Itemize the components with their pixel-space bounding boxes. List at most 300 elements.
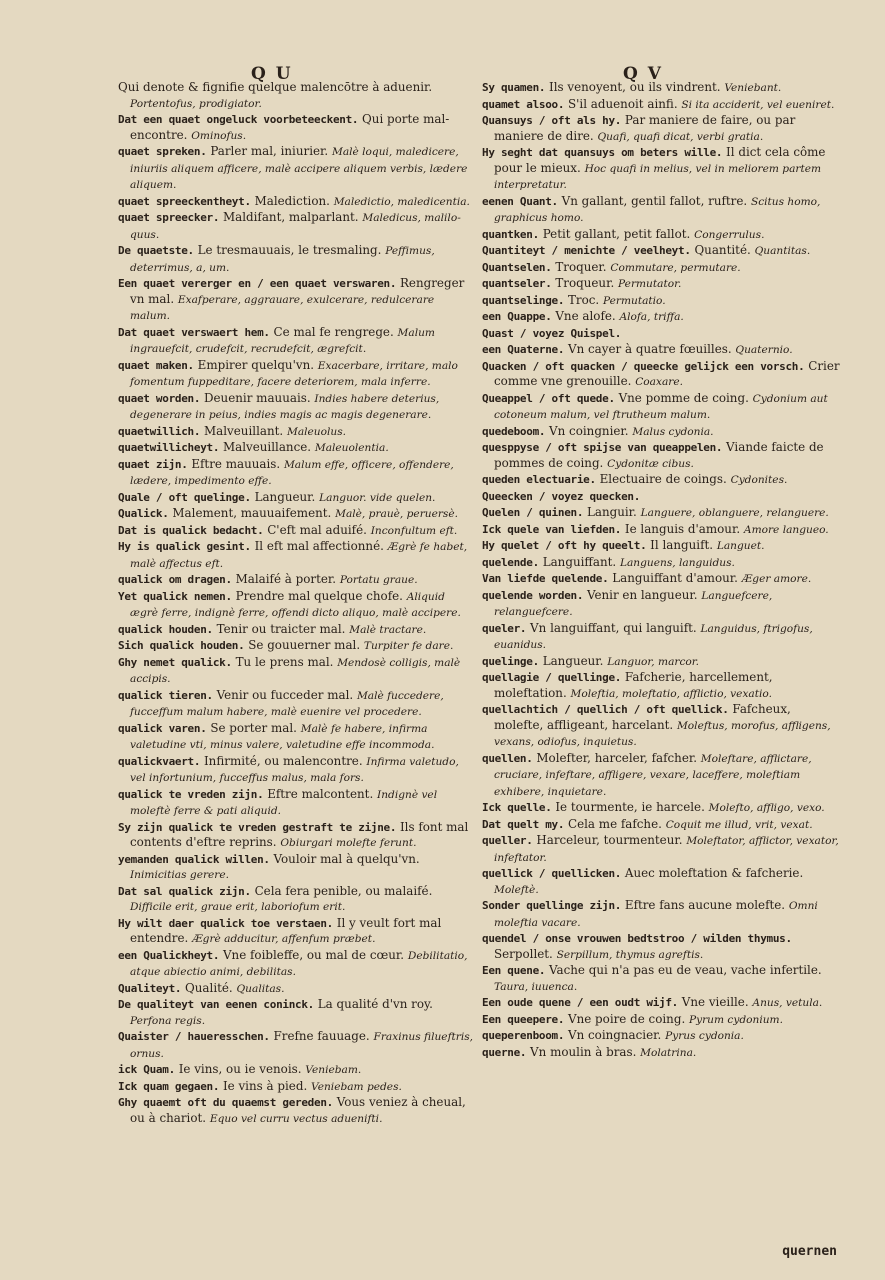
entry-headword: Ick quelle.	[482, 801, 552, 814]
entry-latin: Æger amore.	[741, 573, 812, 585]
entry-latin: Alofa, triffa.	[619, 311, 684, 323]
entry-french: Vous veniez à cheual, ou à chariot.	[130, 1095, 466, 1125]
entry-latin: Moleftia, moleftatio, afflictio, vexatio.	[570, 687, 772, 700]
entry-headword: qualick om dragen.	[118, 573, 232, 586]
entry-headword: quaetwillicheyt.	[118, 441, 220, 454]
dictionary-entry	[118, 622, 474, 639]
entry-headword: Dat quaet verswaert hem.	[118, 325, 270, 339]
entry-french: Vne foibleffe, ou mal de cœur.	[222, 947, 405, 962]
entry-latin: Moleftè.	[494, 883, 539, 896]
entry-latin: Equo vel curru vectus aduenifti.	[209, 1112, 383, 1125]
entry-latin: Serpillum, thymus agreftis.	[556, 948, 704, 961]
entry-headword: Quale / oft quelinge.	[118, 490, 251, 504]
entry-latin: Permutator.	[618, 278, 682, 290]
entry-headword: De quaetste.	[118, 244, 194, 257]
dictionary-entry	[482, 80, 842, 97]
entry-french: Vache qui n'a pas eu de veau, vache infertile.	[549, 963, 822, 977]
entry-headword: quelende.	[482, 555, 539, 569]
dictionary-entry	[118, 1079, 474, 1096]
entry-french: La qualité d'vn roy.	[317, 997, 433, 1011]
dictionary-entry	[482, 359, 842, 391]
entry-french: Ie languis d'amour.	[624, 521, 741, 536]
entry-headword: yemanden qualick willen.	[118, 852, 270, 866]
entry-headword: Een quene.	[482, 964, 546, 977]
entry-latin: Veniebam pedes.	[311, 1080, 402, 1093]
entry-headword: Quelen / quinen.	[482, 506, 584, 519]
entry-french: Vn coingnier.	[549, 423, 629, 438]
entry-latin: Coaxare.	[635, 376, 683, 388]
dictionary-entry	[482, 489, 842, 506]
entry-latin: Mendosè colligis, malè accipis.	[130, 656, 461, 685]
dictionary-entry	[118, 325, 474, 358]
entry-headword: Sich qualick houden.	[118, 639, 245, 652]
entry-french: Vn cayer à quatre fœuilles.	[567, 342, 732, 356]
entry-latin: Malè loqui, maledicere, iniuriis aliquem afficere, malè accipere aliquem verbis, lædere aliquem.	[130, 146, 468, 191]
entry-headword: quaetwillich.	[118, 424, 201, 438]
entry-headword: een Qualickheyt.	[118, 948, 220, 962]
dictionary-entry	[482, 243, 842, 260]
entry-french: Vne alofe.	[555, 309, 616, 323]
entry-latin: Malum ingrauefcit, crudefcit, recrudefcit, ægrefcit.	[130, 326, 435, 355]
entry-latin: Malè tractare.	[349, 623, 427, 636]
entry-french: Langueur.	[254, 489, 316, 504]
dictionary-entry	[482, 145, 842, 194]
entry-headword: een Quaterne.	[482, 343, 565, 356]
dictionary-entry	[118, 572, 474, 589]
entry-latin: Languet.	[716, 540, 765, 552]
catchword: quernen	[782, 1244, 837, 1259]
dictionary-entry	[118, 523, 474, 540]
dictionary-entry	[118, 852, 474, 884]
entry-french: Vne poire de coing.	[567, 1011, 686, 1026]
entry-latin: Scitus homo, graphicus homo.	[494, 195, 821, 224]
entry-headword: quendel / onse vrouwen bedtstroo / wilden thymus.	[482, 932, 792, 945]
entry-french: Vn moulin à bras.	[530, 1044, 637, 1059]
dictionary-entry	[482, 817, 842, 834]
entry-french: Frefne fauuage.	[273, 1029, 370, 1043]
entry-latin: Ægrè fe habet, malè affectus eft.	[130, 541, 468, 570]
entry-headword: Een quaet vererger en / een quaet verswaren.	[118, 277, 397, 290]
dictionary-entry	[482, 472, 842, 489]
dictionary-entry	[482, 227, 842, 244]
entry-latin: Indies habere deterius, degenerare in peius, indies magis ac magis degenerare.	[130, 392, 440, 421]
entry-headword: queperenboom.	[482, 1029, 565, 1042]
entry-french: Se porter mal.	[210, 720, 297, 735]
entry-latin: Veniebam.	[305, 1064, 362, 1076]
entry-french: C'eft mal aduifé.	[267, 522, 367, 537]
entry-latin: Aliquid ægrè ferre, indignè ferre, offendi dicto aliquo, malè accipere.	[130, 590, 461, 619]
entry-headword: Ick quam gegaen.	[118, 1079, 220, 1093]
entry-latin: Exacerbare, irritare, malo fomentum fuppeditare, facere deteriorem, mala inferre.	[130, 359, 458, 388]
entry-headword: Dat quelt my.	[482, 817, 565, 831]
entry-latin: Inconfultum eft.	[370, 524, 458, 537]
entry-headword: Dat is qualick bedacht.	[118, 523, 264, 537]
entry-french: Ie vins à pied.	[222, 1078, 308, 1093]
entry-headword: Qualiteyt.	[118, 981, 182, 995]
entry-headword: Sy zijn qualick te vreden gestraft te zijne.	[118, 820, 397, 834]
entry-latin: Quantitas.	[754, 245, 811, 257]
entry-headword: qualickvaert.	[118, 754, 201, 768]
entry-headword: Hy is qualick gesint.	[118, 540, 251, 553]
dictionary-entry	[482, 751, 842, 801]
entry-french: Eftre mauuais.	[191, 456, 281, 471]
entry-headword: Qualick.	[118, 507, 169, 520]
dictionary-entry	[482, 260, 842, 277]
entry-headword: Een oude quene / een oudt wijf.	[482, 996, 678, 1009]
entry-french: Empirer quelqu'vn.	[197, 357, 315, 372]
dictionary-entry	[118, 539, 474, 572]
entry-french: Troquer.	[555, 259, 607, 274]
entry-headword: Quaister / haueresschen.	[118, 1030, 270, 1043]
entry-headword: Queappel / oft quede.	[482, 391, 615, 405]
dictionary-entry	[118, 391, 474, 424]
entry-french: Eftre fans aucune molefte.	[624, 898, 786, 912]
entry-latin: Coquit me illud, vrit, vexat.	[665, 818, 813, 831]
entry-headword: Sy quamen.	[482, 81, 546, 94]
entry-headword: quaet spreeckentheyt.	[118, 194, 251, 208]
entry-latin: Languor. vide quelen.	[319, 491, 436, 504]
entry-headword: Hy quelet / oft hy queelt.	[482, 539, 647, 552]
entry-french: Le tresmauuais, le tresmaling.	[197, 243, 382, 257]
dictionary-entry	[118, 1095, 474, 1127]
entry-latin: Fraxinus filueftris, ornus.	[130, 1031, 474, 1060]
entry-french: Malement, mauuaifement.	[172, 506, 332, 520]
entry-headword: ick Quam.	[118, 1063, 175, 1076]
entry-headword: De qualiteyt van eenen coninck.	[118, 998, 314, 1011]
entry-headword: Ick quele van liefden.	[482, 522, 622, 536]
entry-french: Rengreger vn mal.	[130, 276, 465, 306]
entry-headword: Hy wilt daer qualick toe verstaen.	[118, 916, 333, 930]
entry-latin: Congerrulus.	[694, 228, 765, 241]
entry-headword: qualick houden.	[118, 622, 213, 636]
entry-headword: queller.	[482, 834, 533, 847]
entry-latin: Malus cydonia.	[632, 425, 714, 438]
entry-french: Quantité.	[694, 243, 751, 257]
dictionary-entry	[482, 538, 842, 555]
dictionary-entry	[118, 916, 474, 948]
entry-latin: Molefto, affligo, vexo.	[708, 802, 825, 814]
entry-french: Molefter, harceler, fafcher.	[536, 750, 698, 765]
right-column	[482, 80, 842, 1061]
entry-french: Fafcherie, harcellement, moleftation.	[494, 670, 773, 700]
entry-headword: quamet alsoo.	[482, 97, 565, 111]
dictionary-entry	[118, 884, 474, 916]
entry-latin: Anus, vetula.	[752, 997, 823, 1009]
entry-headword: quaet spreken.	[118, 145, 207, 158]
entry-french: Malveuillance.	[222, 440, 312, 454]
entry-latin: Commutare, permutare.	[610, 261, 741, 274]
entry-headword: Van liefde quelende.	[482, 572, 609, 585]
dictionary-entry	[118, 787, 474, 820]
entry-french: Ie vins, ou ie venois.	[178, 1062, 302, 1076]
entry-french: Crier comme vne grenouille.	[494, 358, 840, 388]
dictionary-entry	[118, 243, 474, 276]
dictionary-entry	[118, 1029, 474, 1062]
entry-headword: quellagie / quellinge.	[482, 671, 622, 684]
entry-headword: een Quappe.	[482, 310, 552, 323]
entry-french: Vn coingnacier.	[567, 1028, 662, 1042]
entry-french: Fafcheux, molefte, affligeant, harcelant.	[494, 702, 791, 732]
entry-headword: Queecken / voyez quecken.	[482, 489, 641, 503]
dictionary-entry	[118, 589, 474, 622]
entry-headword: Quantselen.	[482, 260, 552, 274]
entry-french: Venir en langueur.	[586, 587, 698, 602]
entry-french: Il languift.	[650, 538, 714, 552]
entry-latin: Malè fuccedere, fucceffum malum habere, malè euenire vel procedere.	[130, 689, 444, 718]
left-column	[118, 80, 474, 1127]
entry-latin: Perfona regis.	[130, 1014, 206, 1027]
entry-french: Qualité.	[185, 980, 233, 995]
entry-headword: quelinge.	[482, 654, 539, 668]
dictionary-entry	[482, 440, 842, 472]
dictionary-entry	[118, 194, 474, 211]
entry-latin: Quafi, quafi dicat, verbi gratia.	[597, 130, 764, 143]
dictionary-entry	[482, 113, 842, 145]
entry-headword: quantken.	[482, 227, 539, 241]
entry-french: Malveuillant.	[203, 423, 284, 438]
dictionary-entry	[482, 555, 842, 572]
entry-latin: Maleuolus.	[286, 425, 347, 438]
dictionary-entry	[482, 995, 842, 1012]
entry-french: Ce mal fe rengrege.	[273, 324, 394, 339]
entry-french: Languiffant d'amour.	[612, 571, 738, 585]
entry-latin: Permutatio.	[602, 294, 666, 307]
dictionary-entry	[118, 80, 474, 112]
entry-french: Vne vieille.	[681, 995, 749, 1009]
entry-latin: Languor, marcor.	[607, 655, 700, 668]
dictionary-entry	[482, 326, 842, 343]
entry-french: Maldifant, malparlant.	[222, 210, 359, 224]
entry-headword: Quacken / oft quacken / queecke gelijck een vorsch.	[482, 359, 805, 373]
entry-french: Vn gallant, gentil fallot, ruftre.	[561, 193, 748, 208]
entry-latin: Languens, languidus.	[619, 556, 735, 569]
entry-latin: Cydonites.	[730, 474, 788, 486]
entry-latin: Indignè vel moleftè ferre & pati aliquid.	[130, 788, 438, 817]
dictionary-entry	[118, 210, 474, 243]
dictionary-entry	[118, 688, 474, 721]
dictionary-entry	[482, 670, 842, 702]
entry-french: Languiffant.	[542, 554, 617, 569]
running-head-right: Q V	[623, 64, 663, 84]
entry-french: Electuaire de coings.	[599, 472, 727, 486]
entry-latin: Qualitas.	[236, 982, 285, 995]
entry-latin: Languefcere, relanguefcere.	[494, 589, 773, 618]
entry-french: Auec moleftation & fafcherie.	[624, 866, 804, 880]
entry-french: Prendre mal quelque chofe.	[235, 588, 403, 603]
entry-french: S'il aduenoit ainfi.	[567, 96, 678, 111]
entry-headword: quaet zijn.	[118, 457, 188, 471]
entry-latin: Veniebant.	[724, 82, 782, 94]
entry-latin: Amore langueo.	[743, 523, 829, 536]
entry-headword: queden electuarie.	[482, 473, 596, 486]
entry-french: Serpollet.	[494, 946, 553, 961]
entry-latin: Molatrina.	[640, 1046, 697, 1059]
entry-french: Il y veult fort mal entendre.	[130, 915, 442, 945]
dictionary-entry	[118, 655, 474, 688]
entry-latin: Hoc quafi in melius, vel in meliorem partem interpretatur.	[494, 162, 822, 191]
dictionary-entry	[482, 866, 842, 898]
entry-headword: quantselinge.	[482, 293, 565, 307]
entry-headword: quedeboom.	[482, 424, 546, 438]
entry-headword: qualick varen.	[118, 721, 207, 735]
entry-latin: Moleftus, morofus, affligens, vexans, odiofus, inquietus.	[494, 719, 831, 748]
entry-latin: Languere, oblanguere, relanguere.	[640, 507, 829, 519]
dictionary-entry	[118, 721, 474, 754]
dictionary-entry	[118, 276, 474, 325]
entry-french: Cela fera penible, ou malaifé.	[254, 883, 433, 898]
entry-latin: Pyrum cydonium.	[689, 1013, 783, 1026]
dictionary-entry	[118, 112, 474, 144]
entry-latin: Maledictio, maledicentia.	[333, 195, 470, 208]
entry-headword: Dat een quaet ongeluck voorbeteeckent.	[118, 113, 359, 126]
entry-headword: Ghy nemet qualick.	[118, 655, 232, 669]
dictionary-entry	[118, 440, 474, 457]
entry-french: Malediction.	[254, 193, 330, 208]
entry-latin: Portentofus, prodigiator.	[130, 97, 262, 110]
dictionary-entry	[482, 963, 842, 995]
dictionary-entry	[482, 898, 842, 931]
dictionary-entry	[118, 358, 474, 391]
entry-headword: Quansuys / oft als hy.	[482, 114, 622, 127]
dictionary-entry	[482, 522, 842, 539]
entry-french: Tenir ou traicter mal.	[216, 621, 346, 636]
entry-latin: Turpiter fe dare.	[363, 640, 454, 652]
entry-french: Il eft mal affectionné.	[254, 539, 384, 553]
entry-headword: quelende worden.	[482, 588, 584, 602]
entry-latin: Malum effe, officere, offendere, lædere, impedimento effe.	[130, 458, 454, 487]
entry-headword: quellick / quellicken.	[482, 867, 622, 880]
entry-latin: Debilitatio, atque abiectio animi, debilitas.	[130, 949, 468, 978]
entry-french: Qui porte mal-encontre.	[130, 112, 450, 142]
dictionary-entry	[482, 621, 842, 654]
entry-latin: Si ita acciderit, vel eueniret.	[681, 98, 835, 111]
entry-french: Harceleur, tourmenteur.	[536, 833, 683, 847]
dictionary-entry	[482, 654, 842, 671]
entry-headword: Yet qualick nemen.	[118, 589, 232, 603]
entry-headword: Hy seght dat quansuys om beters wille.	[482, 146, 723, 159]
entry-french: Troc.	[567, 292, 600, 307]
entry-latin: Cydonium aut cotoneum malum, vel ftrutheum malum.	[494, 392, 828, 421]
entry-french: Troqueur.	[555, 276, 615, 290]
dictionary-entry	[482, 702, 842, 751]
entry-latin: Difficile erit, graue erit, laboriofum erit.	[130, 901, 346, 913]
dictionary-entry	[482, 505, 842, 522]
entry-french: Ils font mal contents d'eftre reprins.	[130, 819, 469, 849]
entry-latin: Peffimus, deterrimus, a, um.	[130, 245, 435, 274]
dictionary-entry	[482, 1045, 842, 1062]
entry-french: Il dict cela côme pour le mieux.	[494, 145, 826, 175]
entry-french: Eftre malcontent.	[267, 786, 374, 801]
entry-french: Se gouuerner mal.	[248, 638, 361, 652]
entry-latin: Maledicus, malilo-quus.	[130, 212, 461, 241]
entry-french: Tu le prens mal.	[235, 654, 334, 669]
entry-french: Ie tourmente, ie harcele.	[555, 800, 705, 814]
entry-latin: Ægrè adducitur, affenfum præbet.	[192, 933, 376, 945]
entry-latin: Inimicitias gerere.	[130, 869, 230, 881]
entry-headword: qualick tieren.	[118, 688, 213, 702]
entry-headword: quesppyse / oft spijse van queappelen.	[482, 441, 723, 454]
dictionary-entry	[482, 97, 842, 114]
entry-headword: quellachtich / quellich / oft quellick.	[482, 703, 729, 716]
entry-latin: Ominofus.	[191, 129, 247, 142]
entry-latin: Cydonitæ cibus.	[607, 457, 694, 470]
entry-latin: Malè, prauè, peruersè.	[335, 508, 458, 520]
entry-french: Infirmité, ou malencontre.	[203, 753, 363, 768]
entry-headword: Quantiteyt / menichte / veelheyt.	[482, 244, 691, 257]
entry-headword: Quast / voyez Quispel.	[482, 326, 622, 340]
dictionary-entry	[482, 391, 842, 424]
entry-headword: Sonder quellinge zijn.	[482, 899, 622, 912]
entry-latin: Obiurgari molefte ferunt.	[280, 837, 417, 849]
entry-headword: quellen.	[482, 751, 533, 765]
dictionary-entry	[482, 309, 842, 326]
dictionary-entry	[118, 754, 474, 787]
entry-french: Languir.	[586, 505, 637, 519]
entry-latin: Moleftator, afflictor, vexator, infeftator.	[494, 835, 839, 864]
dictionary-entry	[118, 1062, 474, 1079]
entry-headword: Dat sal qualick zijn.	[118, 884, 251, 898]
entry-french: Langueur.	[542, 653, 604, 668]
dictionary-entry	[482, 194, 842, 227]
entry-headword: queler.	[482, 621, 527, 635]
entry-french: Parler mal, iniurier.	[210, 144, 329, 158]
entry-latin: Portatu graue.	[339, 574, 418, 586]
entry-french: Vne pomme de coing.	[618, 390, 749, 405]
entry-french: Qui denote & fignifie quelque malencōtre à aduenir.	[118, 80, 433, 94]
entry-latin: Taura, iuuenca.	[494, 980, 578, 993]
dictionary-entry	[118, 948, 474, 981]
entry-latin: Languidus, ftrigofus, euanidus.	[494, 622, 813, 651]
entry-latin: Moleftare, afflictare, cruciare, infeftare, affligere, vexare, laceffere, moleftiam exhibere, inquietare.	[494, 752, 812, 798]
entry-latin: Omni moleftia vacare.	[494, 900, 818, 929]
entry-latin: Quaternio.	[735, 344, 793, 356]
dictionary-entry	[482, 342, 842, 359]
entry-latin: Pyrus cydonia.	[665, 1030, 744, 1042]
dictionary-entry	[118, 457, 474, 490]
entry-headword: quantseler.	[482, 277, 552, 290]
dictionary-entry	[482, 424, 842, 441]
entry-latin: Malè fe habere, infirma valetudine vti, minus valere, valetudine effe incommoda.	[130, 722, 435, 751]
dictionary-entry	[482, 571, 842, 588]
dictionary-entry	[482, 1012, 842, 1029]
entry-headword: Ghy quaemt oft du quaemst gereden.	[118, 1096, 333, 1109]
dictionary-entry	[118, 506, 474, 523]
entry-headword: quaet spreecker.	[118, 211, 220, 224]
dictionary-entry	[482, 588, 842, 621]
dictionary-entry	[118, 820, 474, 852]
entry-latin: Exafperare, aggrauare, exulcerare, redulcerare malum.	[130, 293, 435, 322]
dictionary-entry	[118, 997, 474, 1029]
entry-headword: querne.	[482, 1045, 527, 1059]
dictionary-entry	[482, 800, 842, 817]
dictionary-entry	[118, 490, 474, 507]
entry-french: Vouloir mal à quelqu'vn.	[273, 851, 420, 866]
entry-french: Venir ou fucceder mal.	[216, 687, 354, 702]
entry-french: Par maniere de faire, ou par maniere de dire.	[494, 113, 796, 143]
entry-french: Cela me fafche.	[567, 816, 662, 831]
entry-french: Malaifé à porter.	[235, 572, 337, 586]
entry-headword: quaet maken.	[118, 358, 194, 372]
dictionary-entry	[118, 981, 474, 998]
dictionary-entry	[118, 424, 474, 441]
entry-french: Viande faicte de pommes de coing.	[494, 440, 824, 470]
dictionary-entry	[118, 638, 474, 655]
dictionary-entry	[482, 1028, 842, 1045]
entry-french: Petit gallant, petit fallot.	[542, 226, 691, 241]
dictionary-entry	[482, 293, 842, 310]
entry-french: Deuenir mauuais.	[203, 390, 311, 405]
entry-latin: Infirma valetudo, vel infortunium, fucceffus malus, mala fors.	[130, 755, 459, 784]
